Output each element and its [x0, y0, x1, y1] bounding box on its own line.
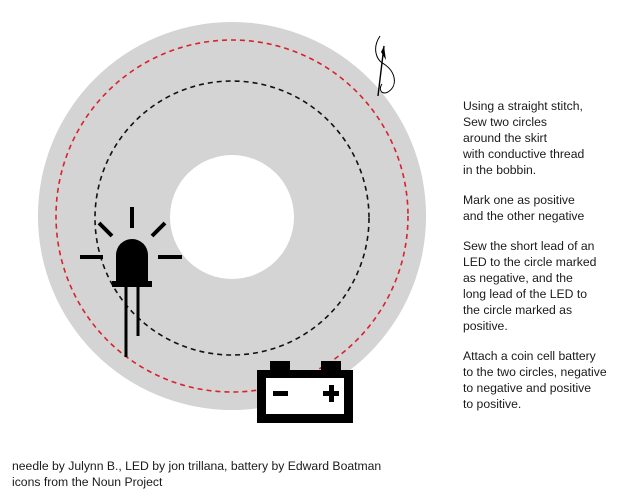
battery-icon	[257, 361, 353, 423]
instruction-step-2: Mark one as positive and the other negative	[463, 193, 585, 223]
needle-icon	[376, 36, 395, 96]
instruction-step-3: Sew the short lead of an LED to the circle marked as negative, and the long lead of the LED to the circle marked as positive.	[463, 239, 597, 333]
instruction-step-4: Attach a coin cell battery to the two circles, negative to negative and positive to positive.	[463, 349, 607, 411]
icon-credits: needle by Julynn B., LED by jon trillana, battery by Edward Boatman icons from the Noun Project	[12, 459, 382, 489]
skirt-shape	[38, 22, 426, 410]
instructions-text	[463, 98, 620, 426]
instruction-step-1: Using a straight stitch, Sew two circles around the skirt with conductive thread in the bobbin.	[463, 99, 585, 177]
